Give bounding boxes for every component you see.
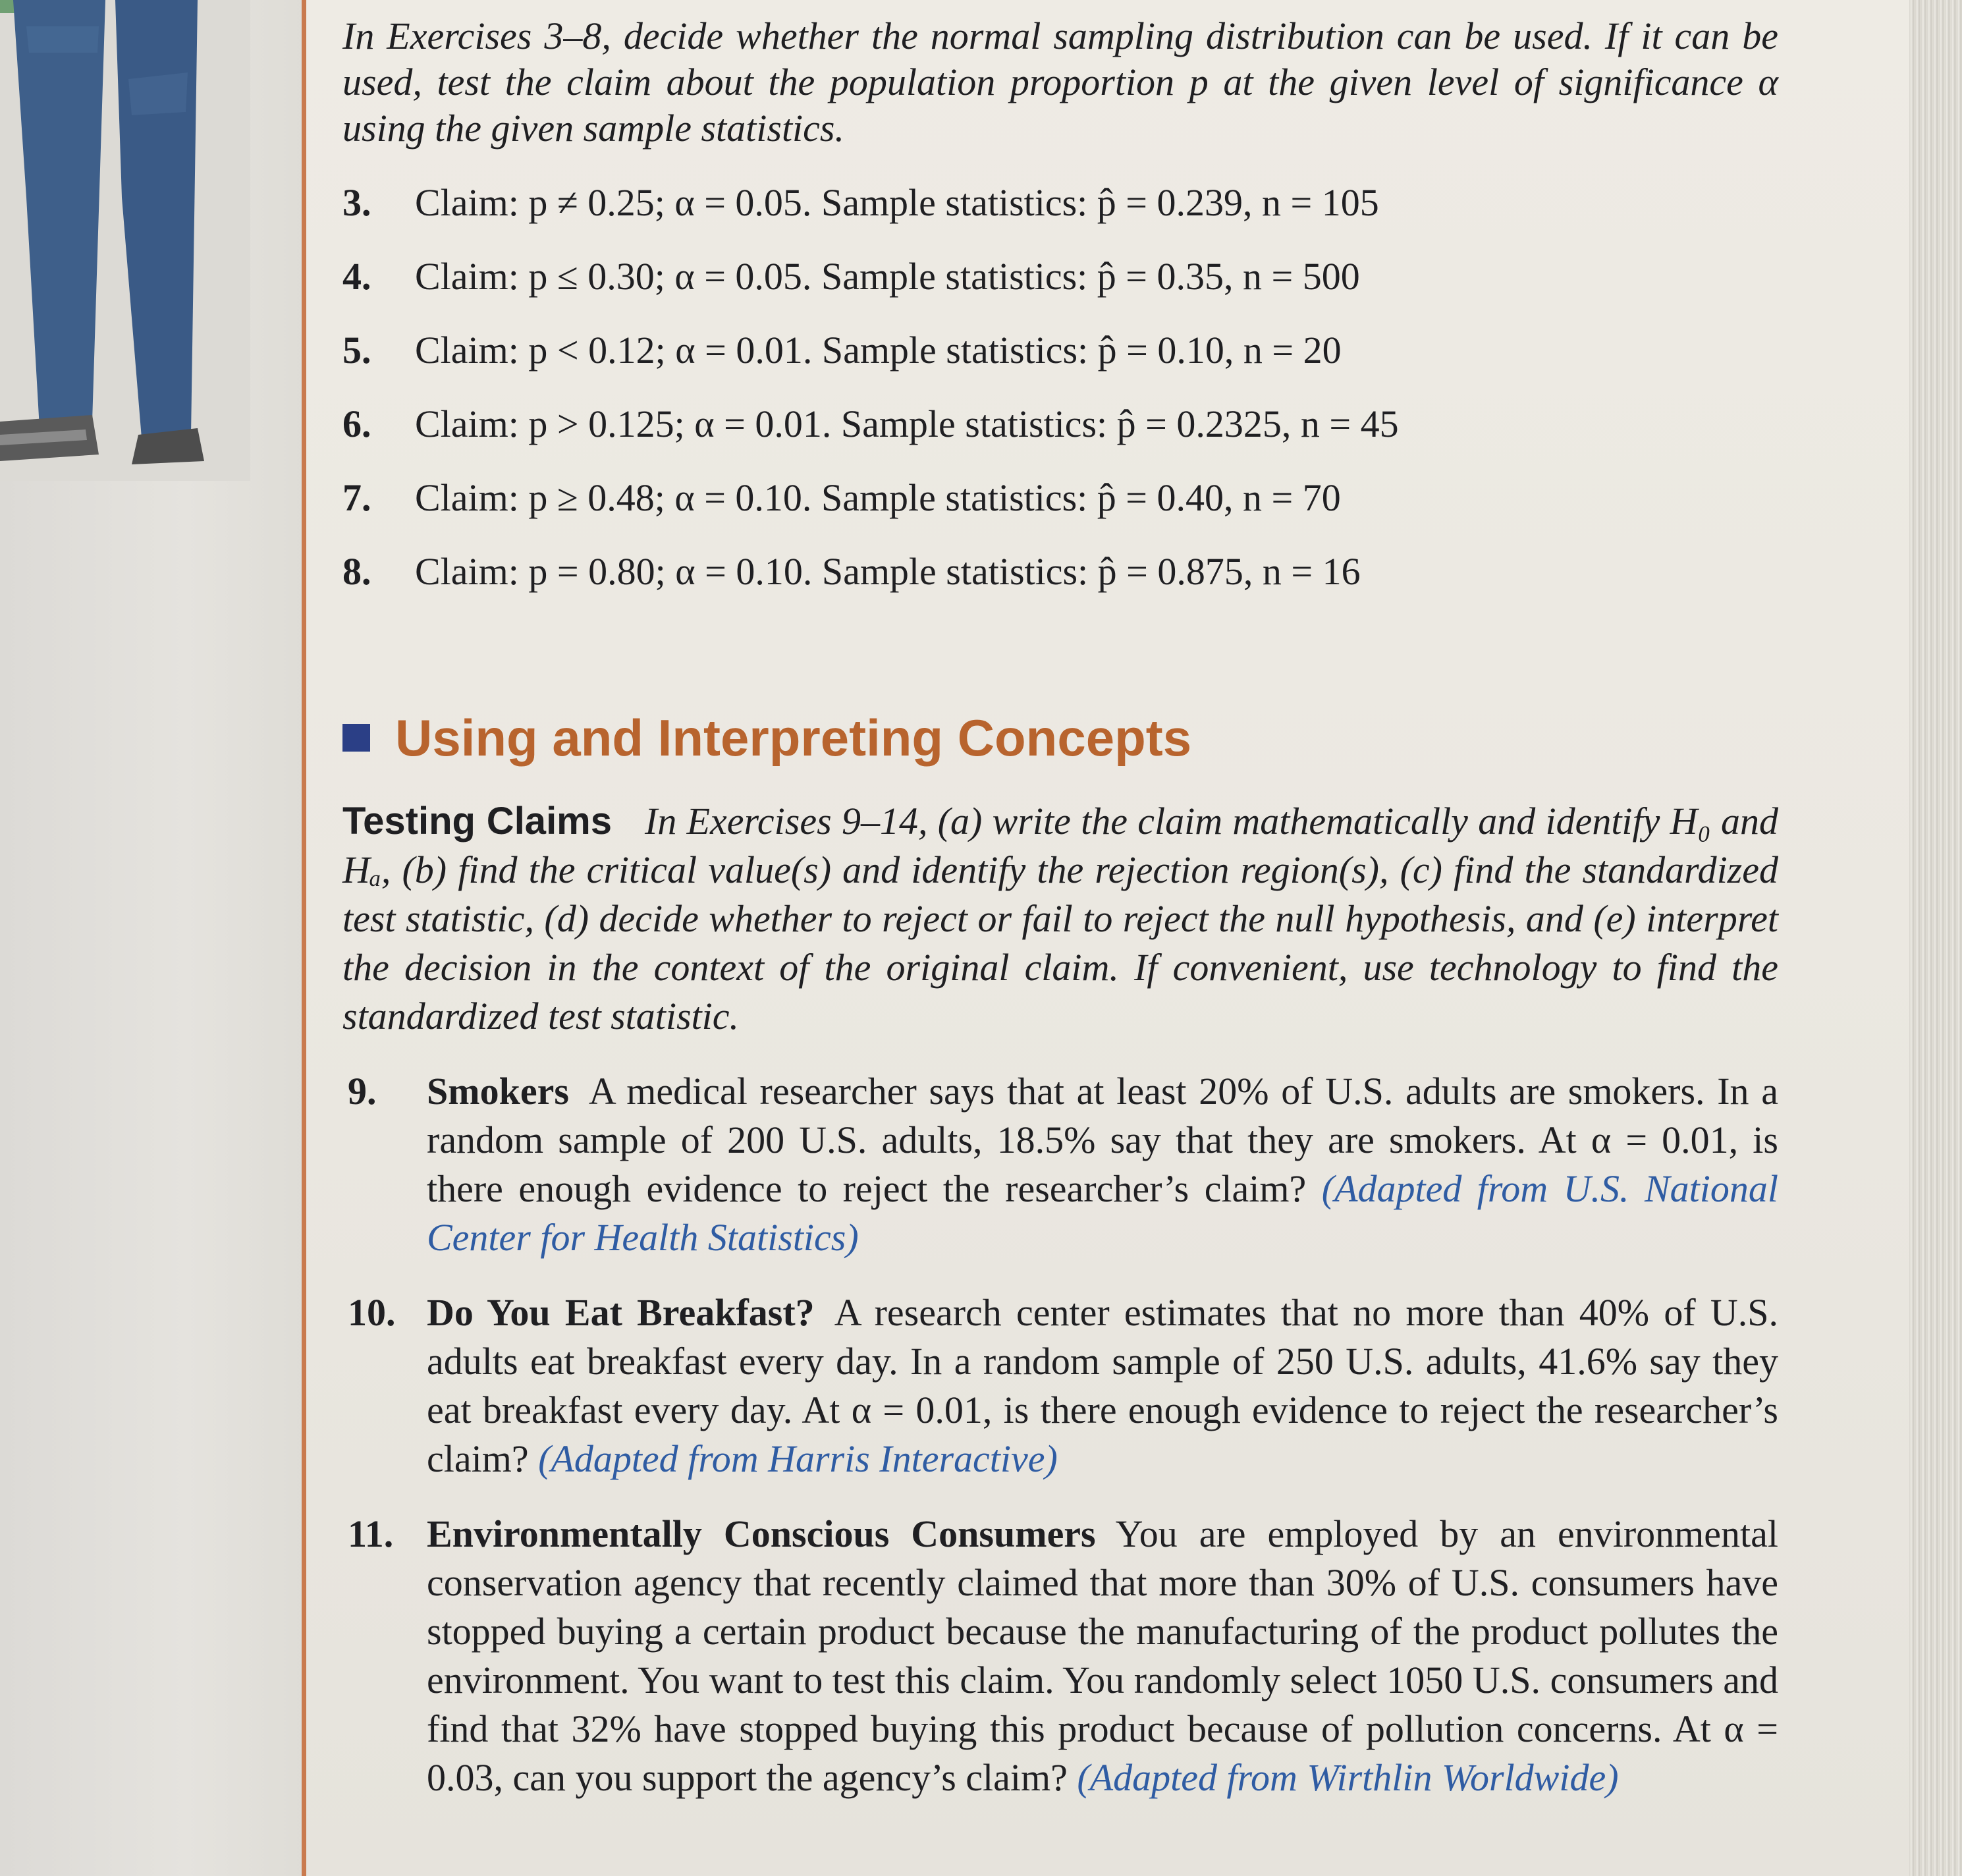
margin-photo-person-jeans — [0, 0, 250, 481]
problem-title: Smokers — [427, 1070, 569, 1113]
exercise-number: 8. — [342, 550, 371, 593]
stats-label: Sample statistics: — [821, 329, 1089, 372]
stats-value: p̂ = 0.40, n = 70 — [1097, 476, 1341, 519]
problem-number: 9. — [348, 1070, 377, 1113]
exercise-number: 4. — [342, 255, 371, 298]
claim-value: p = 0.80; α = 0.10. — [528, 550, 813, 593]
exercise-item — [342, 240, 1778, 314]
problem-number: 11. — [348, 1512, 394, 1555]
exercise-instructions: In Exercises 3–8, decide whether the normal sampling distribution can be used. If it can be used, test the claim about the population proportion p at the given level of significance α using the given sample statistics. — [342, 14, 1778, 150]
section-title: Using and Interpreting Concepts — [395, 708, 1192, 767]
exercise-number: 7. — [342, 476, 371, 519]
exercise-list — [342, 166, 1778, 609]
claim-value: p ≥ 0.48; α = 0.10. — [528, 476, 812, 519]
exercise-item — [342, 314, 1778, 387]
claim-label: Claim: — [415, 181, 519, 224]
stats-label: Sample statistics: — [840, 402, 1108, 445]
claim-label: Claim: — [415, 476, 519, 519]
stats-value: p̂ = 0.875, n = 16 — [1097, 550, 1361, 593]
problem-title: Environmentally Conscious Consumers — [427, 1512, 1096, 1555]
claim-value: p > 0.125; α = 0.01. — [528, 402, 832, 445]
claim-value: p ≠ 0.25; α = 0.05. — [528, 181, 812, 224]
claim-value: p < 0.12; α = 0.01. — [528, 329, 813, 372]
claim-label: Claim: — [415, 402, 519, 445]
stats-label: Sample statistics: — [821, 181, 1088, 224]
exercise-number: 6. — [342, 402, 371, 445]
page-content — [342, 13, 1778, 1802]
claim-label: Claim: — [415, 329, 519, 372]
exercise-item — [342, 535, 1778, 609]
problem-title: Do You Eat Breakfast? — [427, 1291, 815, 1334]
claim-label: Claim: — [415, 255, 519, 298]
problem-source: (Adapted from Wirthlin Worldwide) — [1077, 1756, 1619, 1799]
exercise-number: 5. — [342, 329, 371, 372]
stats-value: p̂ = 0.239, n = 105 — [1097, 181, 1379, 224]
book-page-edges — [1909, 0, 1962, 1876]
problem-text: You are employed by an environmental conservation agency that recently claimed that more than 30% of U.S. consumers have stopped buying a certain product because the manufacturing of the product pollutes the environment. You want to test this claim. You randomly select 1050 U.S. consumers and find that 32% have stopped buying this product because of pollution concerns. At α = 0.03, can you support the agency’s claim? — [427, 1512, 1778, 1799]
paragraph-lead: Testing Claims — [342, 800, 613, 842]
stats-label: Sample statistics: — [821, 476, 1088, 519]
stats-value: p̂ = 0.10, n = 20 — [1097, 329, 1342, 372]
exercise-item — [342, 166, 1778, 240]
stats-value: p̂ = 0.2325, n = 45 — [1116, 402, 1399, 445]
square-bullet-icon — [342, 724, 370, 752]
problem-item — [342, 1288, 1778, 1483]
margin-accent-rule — [302, 0, 306, 1876]
problem-text: A medical researcher says that at least 20% of U.S. adults are smokers. In a random sample of 200 U.S. adults, 18.5% say that they are smokers. At α = 0.01, is there enough evidence to reject the researcher’s claim? — [427, 1070, 1778, 1210]
stats-label: Sample statistics: — [821, 255, 1088, 298]
problem-source: (Adapted from Harris Interactive) — [538, 1437, 1058, 1480]
problem-source: (Adapted from U.S. National Center for Health Statistics) — [427, 1167, 1778, 1259]
paragraph-body: In Exercises 9–14, (a) write the claim mathematically and identify H₀ and Hₐ, (b) find the critical value(s) and identify the rejection region(s), (c) find the standardized test statistic, (d) decide whether to reject or fail to reject the null hypothesis, and (e) interpret the decision in the context of the original claim. If convenient, use technology to find the standardized test statistic. — [342, 800, 1778, 1037]
exercise-item — [342, 387, 1778, 461]
claim-value: p ≤ 0.30; α = 0.05. — [528, 255, 812, 298]
exercise-number: 3. — [342, 181, 371, 224]
testing-claims-instructions — [342, 797, 1778, 1041]
stats-value: p̂ = 0.35, n = 500 — [1097, 255, 1360, 298]
problem-number: 10. — [348, 1291, 396, 1334]
problem-item — [342, 1067, 1778, 1262]
claim-label: Claim: — [415, 550, 519, 593]
problem-text: A research center estimates that no more than 40% of U.S. adults eat breakfast every day. In a random sample of 250 U.S. adults, 41.6% say they eat breakfast every day. At α = 0.01, is there enough evidence to reject the researcher’s claim? — [427, 1291, 1778, 1480]
exercise-item — [342, 461, 1778, 535]
problem-item — [342, 1510, 1778, 1802]
stats-label: Sample statistics: — [821, 550, 1089, 593]
section-heading — [342, 705, 1778, 771]
